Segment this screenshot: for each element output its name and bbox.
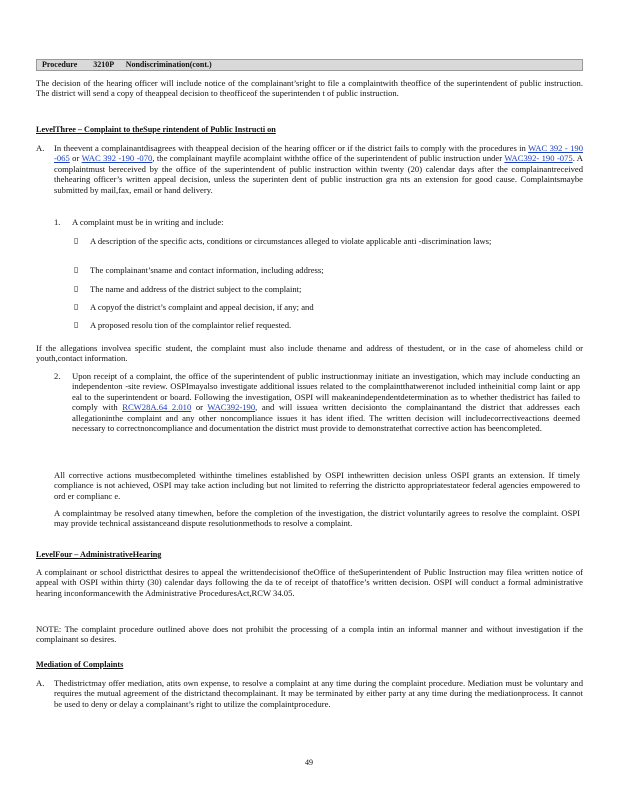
bullet-icon: ▯	[74, 284, 79, 293]
wac-link-075[interactable]: WAC392- 190 -075	[504, 153, 573, 164]
bullet-icon: ▯	[74, 302, 79, 311]
voluntary-resolution-paragraph: A complaintmay be resolved atany timewhen, before the completion of the investigation, the district voluntarily agrees to resolve the complaint. OSPI may provide technical assistanceand dispute resolutionmethods to resolve a complaint.	[54, 508, 580, 529]
wac-link-065[interactable]: WAC 392 - 190 -065	[54, 143, 583, 164]
bullet-item: A description of the specific acts, conditions or circumstances alleged to violate applicable anti -discrimination laws;	[90, 236, 492, 246]
bullet-item: A proposed resolu tion of the complaintor relief requested.	[90, 320, 292, 330]
level-three-paragraph-a: In theevent a complainantdisagrees with theappeal decision of the hearing officer or if the district fails to comply with the procedures in WAC 392 - 190 -065 or WAC 392 -190 -070, the complainant mayfile acomplaint withthe office of the superintendent of public instruction under WAC392- 190 -075. A complaintmust bereceived by the office of the superintendent of public instruction within twenty (20) calendar days after the complainantreceived thehearing officer’s written appeal decision, unless the superinten dent of public instruction gra nts an extension for good cause. Complaintsmaybe submitted by mail,fax, email or hand delivery.	[54, 143, 583, 195]
item-2-text: Upon receipt of a complaint, the office of the superintendent of public instructionmay initiate an investigation, which may include conducting an independenton -site review. OSPImayalso investigate additional issues related to the complaintthatwerenot included intheinitial comp laint or app eal to the superintendent or board. Following the investigation, OSPI will makeanindependentdetermination as to whether thedistrict has failed to comply with RCW28A.64 2.010 or WAC392-190, and will issuea written decisionto the complainantand the district that addresses each allegationinthe complaint and any other noncompliance issues it has ident ified. The written decision will includecorrectiveactions deemed necessary to correctnoncompliance and documentation the district must provide to demonstratethat corrective action has beencompleted.	[72, 371, 580, 434]
bullet-icon: ▯	[74, 265, 79, 274]
bullet-item: A copyof the district’s complaint and appeal decision, if any; and	[90, 302, 314, 312]
item-1-number: 1.	[54, 217, 61, 227]
intro-paragraph: The decision of the hearing officer will include notice of the complainant’sright to file a complaintwith theoffice of the superintendent of public instruction. The district will send a copy of theappeal decision to theofficeof the superintenden t of public instruction.	[36, 78, 583, 99]
mediation-letter: A.	[36, 678, 45, 688]
level-three-heading: LevelThree – Complaint to theSupe rintendent of Public Instructi on	[36, 125, 276, 134]
mediation-heading: Mediation of Complaints	[36, 660, 124, 669]
wac-link-070[interactable]: WAC 392 -190 -070	[81, 153, 153, 164]
allegations-paragraph: If the allegations involvea specific student, the complaint must also include thename and address of thestudent, or in the case of ahomeless child or youth,contact information.	[36, 343, 583, 364]
bullet-icon: ▯	[74, 320, 79, 329]
corrective-actions-paragraph: All corrective actions mustbecompleted withinthe timelines established by OSPI inthewritten decision unless OSPI grants an extension. If timely compliance is not achieved, OSPI may take action including but not limited to referring the districtto appropriatestateor federal agencies empowered to ord er complianc e.	[54, 470, 580, 501]
item-2-number: 2.	[54, 371, 61, 381]
item-1-text: A complaint must be in writing and include:	[72, 217, 224, 227]
page-number: 49	[305, 758, 313, 767]
level-four-paragraph: A complainant or school districtthat desires to appeal the writtendecisionof theOffice of theSuperintendent of Public Instruction may filea written notice of appeal with OSPI within thirty (30) calendar days following the da te of receipt of thatoffice’s written decision. OSPI will conduct a formal administrative hearing inconformancewith the Administrative ProceduresAct,RCW 34.05.	[36, 567, 583, 598]
bullet-icon: ▯	[74, 236, 79, 245]
mediation-paragraph: Thedistrictmay offer mediation, atits own expense, to resolve a complaint at any time during the complaint procedure. Mediation must be voluntary and requires the mutual agreement of the districtand thecomplainant. It may be terminated by either party at any time during the mediationprocess. It cannot be used to deny or delay a complainant’s right to utilize the complaintprocedure.	[54, 678, 583, 709]
procedure-header: Procedure 3210P Nondiscrimination(cont.)	[36, 59, 583, 71]
bullet-item: The complainant’sname and contact information, including address;	[90, 265, 324, 275]
bullet-item: The name and address of the district subject to the complaint;	[90, 284, 302, 294]
wac-link-190[interactable]: WAC392-190	[207, 402, 256, 413]
note-paragraph: NOTE: The complaint procedure outlined above does not prohibit the processing of a compla intin an informal manner and without investigation if the complainant so desires.	[36, 624, 583, 645]
level-three-letter: A.	[36, 143, 45, 153]
level-four-heading: LevelFour – AdministrativeHearing	[36, 550, 162, 559]
rcw-link[interactable]: RCW28A.64 2.010	[122, 402, 192, 413]
